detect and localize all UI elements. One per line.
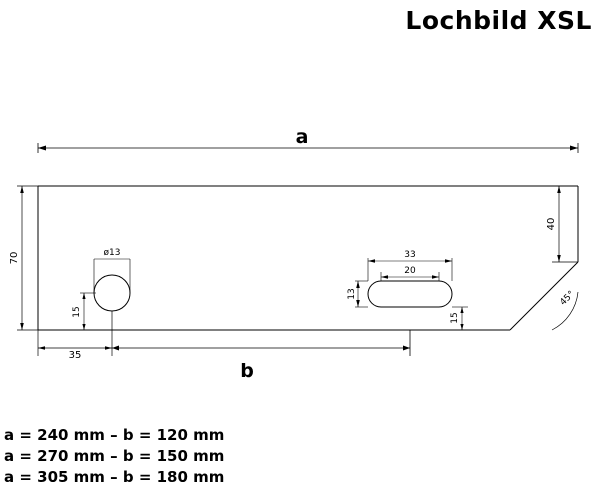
dimension-height-left <box>17 186 38 330</box>
label-slot-height: 13 <box>347 288 357 300</box>
legend <box>4 425 224 488</box>
page-title: Lochbild XSL <box>405 6 592 35</box>
label-height-left: 70 <box>9 251 20 265</box>
label-slot-length-outer: 33 <box>404 250 416 260</box>
dimension-bottom-width <box>112 330 410 356</box>
round-hole <box>94 275 130 311</box>
label-height-right: 40 <box>546 217 557 231</box>
label-hole-diameter: ø13 <box>103 248 121 258</box>
label-bottom-width: b <box>240 360 254 382</box>
hole-dimension-lines <box>94 259 130 293</box>
label-slot-length-inner: 20 <box>404 266 416 276</box>
label-hole-offset-bottom: 15 <box>72 306 82 318</box>
label-hole-offset-left: 35 <box>68 350 82 361</box>
slot-hole <box>368 281 452 307</box>
legend-line-3: a = 305 mm – b = 180 mm <box>4 468 225 486</box>
dimension-hole-offset-bottom <box>80 293 96 330</box>
part-outline <box>38 186 578 330</box>
label-chamfer-angle: 45° <box>558 289 577 308</box>
label-overall-width: a <box>295 126 309 148</box>
label-slot-offset-bottom: 15 <box>450 312 460 324</box>
legend-line-2: a = 270 mm – b = 150 mm <box>4 447 225 465</box>
legend-line-1: a = 240 mm – b = 120 mm <box>4 426 225 444</box>
